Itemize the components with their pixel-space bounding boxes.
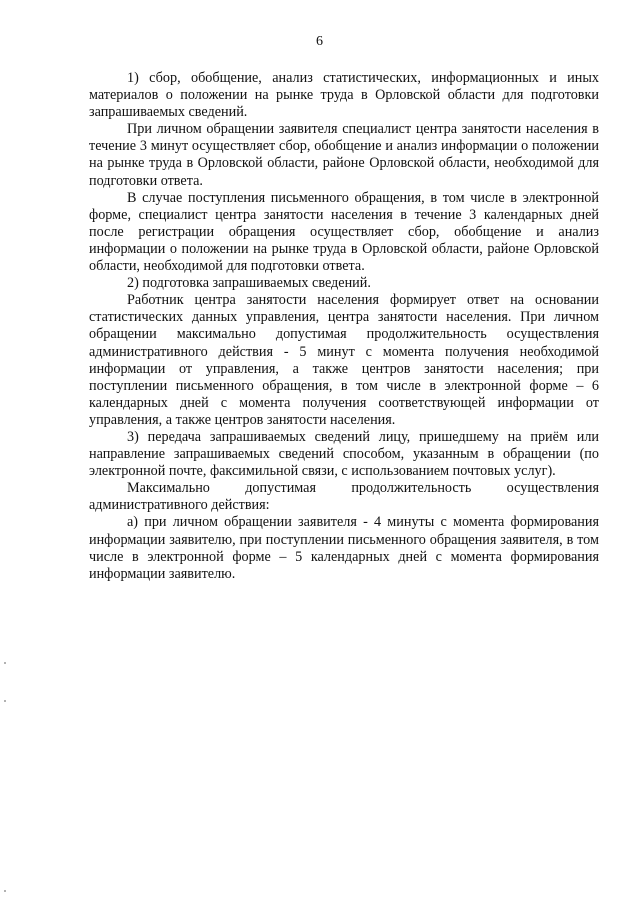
scan-dot — [4, 700, 6, 702]
paragraph-collect-materials: 1) сбор, обобщение, анализ статистических, информационных и иных материалов о положении на рынке труда в Орловской области для подготовки запрашиваемых сведений. — [89, 70, 599, 121]
paragraph-max-duration: Максимально допустимая продолжительность осуществления административного действия: — [89, 480, 599, 514]
paragraph-personal-request: При личном обращении заявителя специалист центра занятости населения в течение 3 минут осуществляет сбор, обобщение и анализ информации о положении на рынке труда в Орловской области, районе Орловской области, необходимой для подготовки ответа. — [89, 121, 599, 189]
paragraph-written-request: В случае поступления письменного обращения, в том числе в электронной форме, специалист центра занятости населения в течение 3 календарных дней после регистрации обращения осуществляет сбор, обобщение и анализ информации о положении на рынке труда в Орловской области, районе Орловской области, необходимой для подготовки ответа. — [89, 189, 599, 275]
paragraph-duration-item-a: а) при личном обращении заявителя - 4 минуты с момента формирования информации заявителю, при поступлении письменного обращения заявителя, в том числе в электронной форме – 5 календарных дней с момента формирования информации заявителю. — [89, 514, 599, 582]
paragraph-response-formation: Работник центра занятости населения формирует ответ на основании статистических данных управления, центра занятости населения. При личном обращении максимально допустимая продолжительность осуществления административного действия - 5 минут с момента получения необходимой информации от управления, а также центров занятости населения; при поступлении письменного обращения, в том числе в электронной форме – 6 календарных дней с момента получения соответствующей информации от управления, а также центров занятости населения. — [89, 292, 599, 428]
page-number: 6 — [316, 34, 323, 49]
paragraph-prepare-info: 2) подготовка запрашиваемых сведений. — [127, 275, 371, 292]
document-body — [89, 70, 599, 583]
paragraph-transfer-info: 3) передача запрашиваемых сведений лицу, пришедшему на приём или направление запрашиваемых сведений способом, указанным в обращении (по электронной почте, факсимильной связи, с использованием почтовых услуг). — [89, 428, 599, 480]
scan-dot — [4, 662, 6, 664]
scan-dot — [4, 890, 6, 892]
